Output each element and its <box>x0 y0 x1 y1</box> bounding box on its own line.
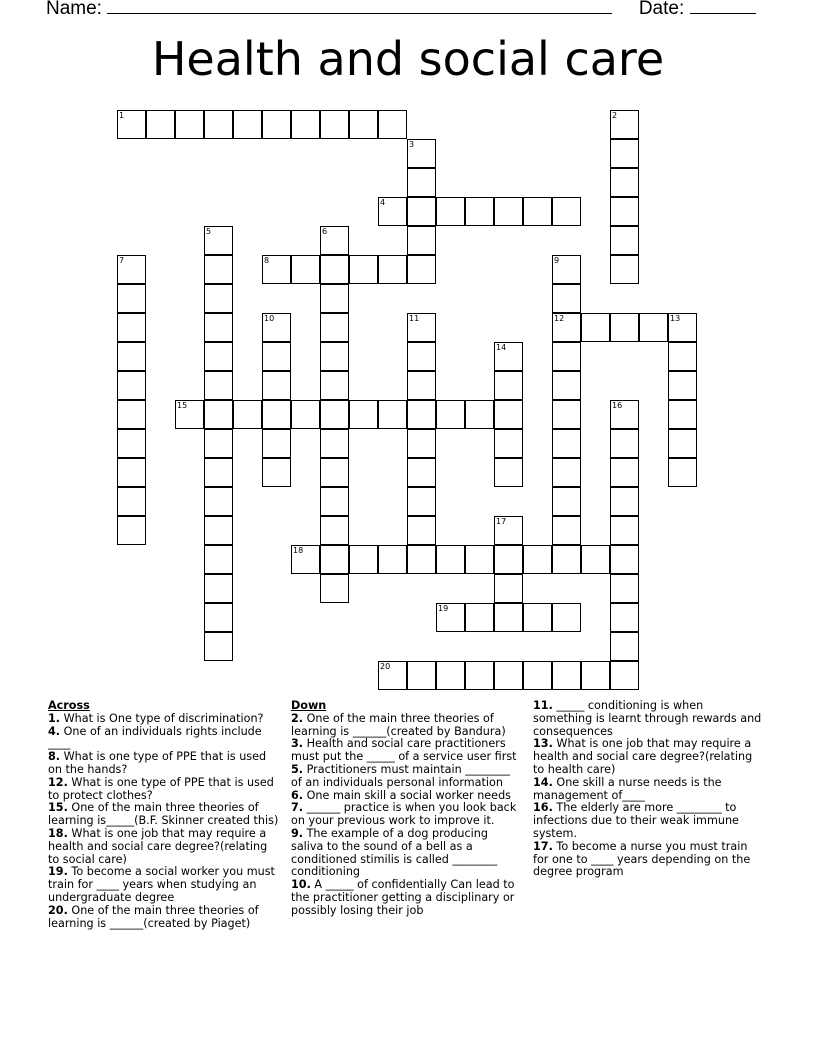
grid-cell[interactable] <box>610 574 639 603</box>
grid-cell[interactable] <box>378 661 407 690</box>
grid-cell[interactable] <box>349 255 378 284</box>
grid-cell[interactable] <box>523 603 552 632</box>
clue-text: ______ practice is when you look back on your previous work to improve it. <box>291 801 517 828</box>
grid-cell[interactable] <box>204 429 233 458</box>
grid-cell[interactable] <box>175 400 204 429</box>
grid-cell[interactable] <box>610 516 639 545</box>
grid-cell[interactable] <box>320 371 349 400</box>
clue-text: One of an individuals rights include ____ <box>48 724 262 751</box>
grid-cell[interactable] <box>436 197 465 226</box>
grid-cell[interactable] <box>320 458 349 487</box>
clue-number-label: 1. <box>48 711 61 725</box>
clue-item <box>48 751 280 777</box>
grid-cell[interactable] <box>407 197 436 226</box>
clue-number-label: 15. <box>48 801 68 815</box>
clue-item <box>48 828 280 866</box>
name-label: Name: <box>46 0 102 19</box>
grid-cell[interactable] <box>320 226 349 255</box>
grid-cell[interactable] <box>552 458 581 487</box>
clue-number-label: 20. <box>48 903 68 917</box>
clue-text: The elderly are more ________ to infections due to their weak immune system. <box>533 801 739 840</box>
clue-number: 2 <box>612 111 618 120</box>
clue-number: 18 <box>293 546 304 555</box>
grid-cell[interactable] <box>552 603 581 632</box>
grid-cell[interactable] <box>494 371 523 400</box>
grid-cell[interactable] <box>436 603 465 632</box>
clue-number: 19 <box>438 604 449 613</box>
grid-cell[interactable] <box>204 603 233 632</box>
clue-number-label: 2. <box>291 711 304 725</box>
grid-cell[interactable] <box>552 400 581 429</box>
grid-cell[interactable] <box>407 168 436 197</box>
grid-cell[interactable] <box>262 400 291 429</box>
grid-cell[interactable] <box>552 661 581 690</box>
clue-text: What is one job that may require a health and social care degree?(relating to social care) <box>48 826 268 866</box>
grid-cell[interactable] <box>320 545 349 574</box>
grid-cell[interactable] <box>378 545 407 574</box>
clue-text: _____ conditioning is when something is learnt through rewards and consequences <box>533 699 762 738</box>
grid-cell[interactable] <box>204 110 233 139</box>
grid-cell[interactable] <box>494 574 523 603</box>
grid-cell[interactable] <box>465 197 494 226</box>
clue-item <box>291 828 523 879</box>
grid-cell[interactable] <box>407 226 436 255</box>
clue-number-label: 18. <box>48 826 68 840</box>
clue-item <box>291 879 523 917</box>
grid-cell[interactable] <box>204 545 233 574</box>
across-clues <box>48 700 280 930</box>
grid-cell[interactable] <box>117 429 146 458</box>
grid-cell[interactable] <box>407 545 436 574</box>
grid-cell[interactable] <box>320 429 349 458</box>
grid-cell[interactable] <box>262 429 291 458</box>
grid-cell[interactable] <box>552 313 581 342</box>
clue-number: 15 <box>177 401 188 410</box>
grid-cell[interactable] <box>407 661 436 690</box>
grid-cell[interactable] <box>320 110 349 139</box>
grid-cell[interactable] <box>552 284 581 313</box>
clue-item <box>533 841 765 879</box>
grid-cell[interactable] <box>204 400 233 429</box>
grid-cell[interactable] <box>291 400 320 429</box>
grid-cell[interactable] <box>494 661 523 690</box>
clue-number-label: 10. <box>291 878 311 892</box>
grid-cell[interactable] <box>175 110 204 139</box>
clue-number: 16 <box>612 401 623 410</box>
grid-cell[interactable] <box>262 255 291 284</box>
clue-number: 10 <box>264 314 275 323</box>
grid-cell[interactable] <box>552 371 581 400</box>
grid-cell[interactable] <box>407 458 436 487</box>
clue-text: A _____ of confidentially Can lead to the practitioner getting a disciplinary or possibly losing their job <box>291 878 515 917</box>
grid-cell[interactable] <box>407 429 436 458</box>
grid-cell[interactable] <box>523 545 552 574</box>
clue-number: 5 <box>206 227 212 236</box>
grid-cell[interactable] <box>407 313 436 342</box>
date-label: Date: <box>638 0 685 19</box>
grid-cell[interactable] <box>407 400 436 429</box>
clue-number-label: 3. <box>291 737 304 751</box>
clue-text: Practitioners must maintain ________ of an individuals personal information <box>291 762 511 789</box>
grid-cell[interactable] <box>378 197 407 226</box>
grid-cell[interactable] <box>320 574 349 603</box>
grid-cell[interactable] <box>262 371 291 400</box>
grid-cell[interactable] <box>407 255 436 284</box>
grid-cell[interactable] <box>494 400 523 429</box>
clue-number-label: 19. <box>48 865 68 879</box>
clue-number: 12 <box>554 314 565 323</box>
grid-cell[interactable] <box>523 197 552 226</box>
clue-item <box>291 713 523 739</box>
grid-cell[interactable] <box>581 661 610 690</box>
grid-cell[interactable] <box>610 197 639 226</box>
clue-number-label: 11. <box>533 699 553 712</box>
clue-number: 9 <box>554 256 560 265</box>
clue-text: Health and social care practitioners must put the _____ of a service user first <box>291 737 517 764</box>
grid-cell[interactable] <box>349 545 378 574</box>
grid-cell[interactable] <box>117 487 146 516</box>
grid-cell[interactable] <box>610 458 639 487</box>
puzzle-title: Health and social care <box>151 32 665 86</box>
clue-text: To become a social worker you must train for ____ years when studying an undergraduate degree <box>48 865 275 904</box>
grid-cell[interactable] <box>320 487 349 516</box>
grid-cell[interactable] <box>291 255 320 284</box>
grid-cell[interactable] <box>320 255 349 284</box>
clue-text: What is One type of discrimination? <box>60 711 264 725</box>
grid-cell[interactable] <box>204 371 233 400</box>
grid-cell[interactable] <box>610 487 639 516</box>
grid-cell[interactable] <box>320 400 349 429</box>
clue-number: 20 <box>380 662 391 671</box>
down-clues <box>291 700 523 918</box>
clue-item <box>48 726 280 752</box>
grid-cell[interactable] <box>581 313 610 342</box>
grid-cell[interactable] <box>668 400 697 429</box>
grid-cell[interactable] <box>552 342 581 371</box>
grid-cell[interactable] <box>465 603 494 632</box>
grid-cell[interactable] <box>291 110 320 139</box>
grid-cell[interactable] <box>117 371 146 400</box>
down-heading: Down <box>291 699 327 712</box>
grid-cell[interactable] <box>407 139 436 168</box>
grid-cell[interactable] <box>494 516 523 545</box>
clue-item <box>48 802 280 828</box>
grid-cell[interactable] <box>668 342 697 371</box>
grid-cell[interactable] <box>262 342 291 371</box>
grid-cell[interactable] <box>204 487 233 516</box>
clue-number: 8 <box>264 256 270 265</box>
clue-text: One of the main three theories of learning is ______(created by Bandura) <box>291 711 506 738</box>
grid-cell[interactable] <box>117 255 146 284</box>
grid-cell[interactable] <box>610 603 639 632</box>
clue-text: One of the main three theories of learning is ______(created by Piaget) <box>48 903 259 930</box>
grid-cell[interactable] <box>552 545 581 574</box>
grid-cell[interactable] <box>204 516 233 545</box>
across-heading: Across <box>48 699 90 712</box>
grid-cell[interactable] <box>117 313 146 342</box>
grid-cell[interactable] <box>436 545 465 574</box>
grid-cell[interactable] <box>378 110 407 139</box>
grid-cell[interactable] <box>320 516 349 545</box>
grid-cell[interactable] <box>610 168 639 197</box>
grid-cell[interactable] <box>610 139 639 168</box>
clue-number-label: 4. <box>48 724 61 738</box>
clue-number-label: 14. <box>533 775 553 789</box>
clue-number-label: 6. <box>291 788 304 802</box>
clue-text: To become a nurse you must train for one to ____ years depending on the degree program <box>533 839 751 879</box>
grid-cell[interactable] <box>204 632 233 661</box>
grid-cell[interactable] <box>204 284 233 313</box>
grid-cell[interactable] <box>610 429 639 458</box>
grid-cell[interactable] <box>204 313 233 342</box>
clue-number-label: 9. <box>291 826 304 840</box>
clue-number-label: 17. <box>533 839 553 853</box>
clue-number: 11 <box>409 314 420 323</box>
grid-cell[interactable] <box>523 661 552 690</box>
grid-cell[interactable] <box>610 400 639 429</box>
clue-number-label: 7. <box>291 801 304 815</box>
grid-cell[interactable] <box>291 545 320 574</box>
grid-cell[interactable] <box>117 342 146 371</box>
clue-number: 14 <box>496 343 507 352</box>
grid-cell[interactable] <box>465 400 494 429</box>
clue-number: 17 <box>496 517 507 526</box>
clue-item <box>291 764 523 790</box>
grid-cell[interactable] <box>610 545 639 574</box>
grid-cell[interactable] <box>233 110 262 139</box>
grid-cell[interactable] <box>204 226 233 255</box>
grid-cell[interactable] <box>204 342 233 371</box>
clue-item <box>48 905 280 931</box>
clue-item <box>533 802 765 840</box>
grid-cell[interactable] <box>204 255 233 284</box>
clue-item <box>533 700 765 738</box>
clue-text: One of the main three theories of learning is_____(B.F. Skinner created this) <box>48 801 279 828</box>
clue-item <box>48 866 280 904</box>
grid-cell[interactable] <box>378 400 407 429</box>
grid-cell[interactable] <box>494 429 523 458</box>
grid-cell[interactable] <box>407 342 436 371</box>
clue-text: What is one type of PPE that is used on the hands? <box>48 750 267 776</box>
grid-cell[interactable] <box>117 110 146 139</box>
grid-cell[interactable] <box>117 284 146 313</box>
grid-cell[interactable] <box>262 110 291 139</box>
grid-cell[interactable] <box>552 487 581 516</box>
clue-number-label: 12. <box>48 775 68 789</box>
grid-cell[interactable] <box>610 226 639 255</box>
clue-text: What is one type of PPE that is used to protect clothes? <box>48 775 274 802</box>
clue-item <box>291 802 523 828</box>
grid-cell[interactable] <box>407 487 436 516</box>
grid-cell[interactable] <box>349 400 378 429</box>
grid-cell[interactable] <box>349 110 378 139</box>
grid-cell[interactable] <box>407 516 436 545</box>
grid-cell[interactable] <box>378 255 407 284</box>
grid-cell[interactable] <box>610 661 639 690</box>
clue-item <box>291 738 523 764</box>
clue-number-label: 13. <box>533 737 553 751</box>
clue-number: 13 <box>670 314 681 323</box>
grid-cell[interactable] <box>320 284 349 313</box>
grid-cell[interactable] <box>668 429 697 458</box>
clue-number: 6 <box>322 227 328 236</box>
grid-cell[interactable] <box>494 197 523 226</box>
clue-text: What is one job that may require a health and social care degree?(relating to health care) <box>533 737 753 776</box>
grid-cell[interactable] <box>465 545 494 574</box>
grid-cell[interactable] <box>146 110 175 139</box>
grid-cell[interactable] <box>639 313 668 342</box>
grid-cell[interactable] <box>436 661 465 690</box>
grid-cell[interactable] <box>407 371 436 400</box>
clue-number-label: 16. <box>533 801 553 815</box>
grid-cell[interactable] <box>668 458 697 487</box>
clue-text: One main skill a social worker needs <box>303 788 511 802</box>
grid-cell[interactable] <box>494 545 523 574</box>
clue-number-label: 5. <box>291 762 304 776</box>
clue-number: 4 <box>380 198 386 207</box>
clue-item <box>533 777 765 803</box>
grid-cell[interactable] <box>320 342 349 371</box>
grid-cell[interactable] <box>117 458 146 487</box>
grid-cell[interactable] <box>262 313 291 342</box>
grid-cell[interactable] <box>610 255 639 284</box>
grid-cell[interactable] <box>233 400 262 429</box>
grid-cell[interactable] <box>581 545 610 574</box>
grid-cell[interactable] <box>610 313 639 342</box>
grid-cell[interactable] <box>204 574 233 603</box>
grid-cell[interactable] <box>552 197 581 226</box>
grid-cell[interactable] <box>436 400 465 429</box>
down-clues-continued <box>533 700 765 879</box>
clue-number: 7 <box>119 256 125 265</box>
clue-text: The example of a dog producing saliva to the sound of a bell as a conditioned stimilis is called ________ conditioning <box>291 826 498 879</box>
grid-cell[interactable] <box>668 313 697 342</box>
grid-cell[interactable] <box>552 429 581 458</box>
clue-number: 3 <box>409 140 415 149</box>
grid-cell[interactable] <box>494 603 523 632</box>
grid-cell[interactable] <box>262 458 291 487</box>
grid-cell[interactable] <box>552 255 581 284</box>
clue-item <box>48 777 280 803</box>
grid-cell[interactable] <box>494 458 523 487</box>
clue-text: One skill a nurse needs is the management of____ <box>533 775 722 802</box>
grid-cell[interactable] <box>204 458 233 487</box>
grid-cell[interactable] <box>117 516 146 545</box>
grid-cell[interactable] <box>552 516 581 545</box>
clue-item <box>533 738 765 776</box>
clue-number-label: 8. <box>48 750 61 764</box>
grid-cell[interactable] <box>117 400 146 429</box>
clue-number: 1 <box>119 111 125 120</box>
grid-cell[interactable] <box>494 342 523 371</box>
grid-cell[interactable] <box>668 371 697 400</box>
grid-cell[interactable] <box>610 632 639 661</box>
grid-cell[interactable] <box>465 661 494 690</box>
grid-cell[interactable] <box>610 110 639 139</box>
grid-cell[interactable] <box>320 313 349 342</box>
